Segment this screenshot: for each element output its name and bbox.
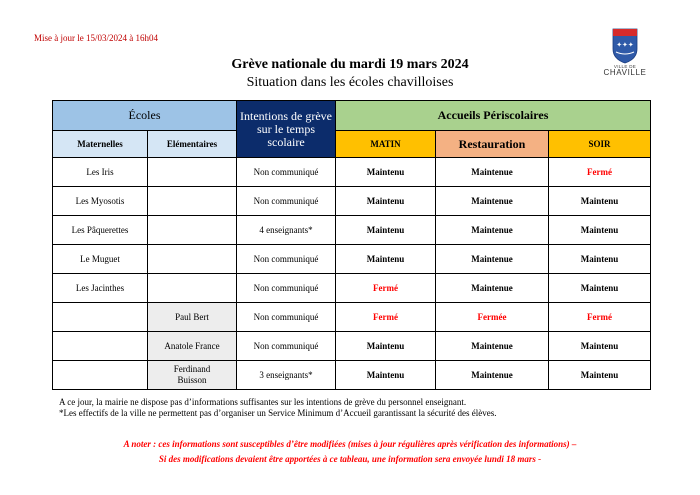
cell-restauration: Maintenue bbox=[436, 216, 549, 245]
cell-restauration: Fermée bbox=[436, 303, 549, 332]
cell-maternelle: Les Iris bbox=[53, 158, 148, 187]
cell-restauration: Maintenue bbox=[436, 361, 549, 390]
header-elementaires: Elémentaires bbox=[148, 131, 237, 158]
page-subtitle: Situation dans les écoles chavilloises bbox=[246, 75, 454, 90]
cell-soir: Maintenu bbox=[549, 361, 651, 390]
logo-text-name: CHAVILLE bbox=[603, 68, 647, 77]
table-row bbox=[53, 216, 651, 245]
table-row bbox=[53, 187, 651, 216]
cell-soir: Maintenu bbox=[549, 274, 651, 303]
cell-soir: Fermé bbox=[549, 303, 651, 332]
cell-matin: Maintenu bbox=[336, 245, 436, 274]
cell-maternelle bbox=[53, 361, 148, 390]
cell-elementaire bbox=[148, 187, 237, 216]
cell-maternelle: Les Jacinthes bbox=[53, 274, 148, 303]
cell-matin: Maintenu bbox=[336, 216, 436, 245]
update-timestamp: Mise à jour le 15/03/2024 à 16h04 bbox=[34, 33, 158, 43]
header-maternelles: Maternelles bbox=[53, 131, 148, 158]
cell-intentions: Non communiqué bbox=[237, 303, 336, 332]
header-restauration: Restauration bbox=[436, 131, 549, 158]
cell-matin: Fermé bbox=[336, 303, 436, 332]
table-row bbox=[53, 274, 651, 303]
cell-elementaire bbox=[148, 274, 237, 303]
cell-matin: Maintenu bbox=[336, 332, 436, 361]
red-notice bbox=[0, 437, 700, 467]
cell-restauration: Maintenue bbox=[436, 245, 549, 274]
table-row bbox=[53, 361, 651, 390]
cell-elementaire bbox=[148, 245, 237, 274]
cell-intentions: Non communiqué bbox=[237, 158, 336, 187]
table-row bbox=[53, 332, 651, 361]
cell-matin: Fermé bbox=[336, 274, 436, 303]
cell-intentions: 3 enseignants* bbox=[237, 361, 336, 390]
cell-maternelle: Le Muguet bbox=[53, 245, 148, 274]
cell-maternelle: Les Pâquerettes bbox=[53, 216, 148, 245]
cell-matin: Maintenu bbox=[336, 361, 436, 390]
table-body bbox=[53, 158, 651, 390]
cell-elementaire: Paul Bert bbox=[148, 303, 237, 332]
cell-intentions: Non communiqué bbox=[237, 332, 336, 361]
cell-restauration: Maintenue bbox=[436, 158, 549, 187]
cell-maternelle bbox=[53, 303, 148, 332]
red-notice-line-2: Si des modifications devaient être apportées à ce tableau, une information sera envoyée lundi 18 mars - bbox=[158, 454, 542, 464]
cell-soir: Maintenu bbox=[549, 187, 651, 216]
table-row bbox=[53, 245, 651, 274]
header-matin: MATIN bbox=[336, 131, 436, 158]
page-title: Grève nationale du mardi 19 mars 2024 bbox=[231, 57, 469, 72]
cell-restauration: Maintenue bbox=[436, 274, 549, 303]
cell-intentions: Non communiqué bbox=[237, 245, 336, 274]
table-row bbox=[53, 303, 651, 332]
table-row bbox=[53, 158, 651, 187]
header-ecoles: Écoles bbox=[53, 101, 237, 131]
logo-text-top: VILLE DE bbox=[613, 64, 637, 69]
cell-restauration: Maintenue bbox=[436, 332, 549, 361]
header-intentions: Intentions de grève sur le temps scolaire bbox=[237, 101, 336, 158]
cell-maternelle bbox=[53, 332, 148, 361]
cell-maternelle: Les Myosotis bbox=[53, 187, 148, 216]
cell-elementaire: Anatole France bbox=[148, 332, 237, 361]
cell-elementaire bbox=[148, 216, 237, 245]
cell-intentions: Non communiqué bbox=[237, 274, 336, 303]
cell-soir: Maintenu bbox=[549, 332, 651, 361]
cell-elementaire bbox=[148, 158, 237, 187]
cell-restauration: Maintenue bbox=[436, 187, 549, 216]
note-line-2: *Les effectifs de la ville ne permettent pas d’organiser un Service Minimum d’Accueil garantissant la sécurité des élèves. bbox=[59, 408, 497, 418]
cell-matin: Maintenu bbox=[336, 187, 436, 216]
cell-soir: Maintenu bbox=[549, 216, 651, 245]
header-accueils: Accueils Périscolaires bbox=[336, 101, 651, 131]
cell-intentions: 4 enseignants* bbox=[237, 216, 336, 245]
cell-matin: Maintenu bbox=[336, 158, 436, 187]
svg-text:✦✦✦: ✦✦✦ bbox=[616, 41, 634, 49]
notes bbox=[59, 397, 497, 419]
strike-status-table bbox=[52, 100, 651, 390]
cell-elementaire: Ferdinand Buisson bbox=[148, 361, 237, 390]
header-soir: SOIR bbox=[549, 131, 651, 158]
note-line-1: A ce jour, la mairie ne dispose pas d’informations suffisantes sur les intentions de grève du personnel enseignant. bbox=[59, 397, 467, 407]
red-notice-line-1: A noter : ces informations sont susceptibles d’être modifiées (mises à jour régulières après vérification des informations) – bbox=[123, 439, 577, 449]
cell-soir: Maintenu bbox=[549, 245, 651, 274]
cell-intentions: Non communiqué bbox=[237, 187, 336, 216]
cell-soir: Fermé bbox=[549, 158, 651, 187]
